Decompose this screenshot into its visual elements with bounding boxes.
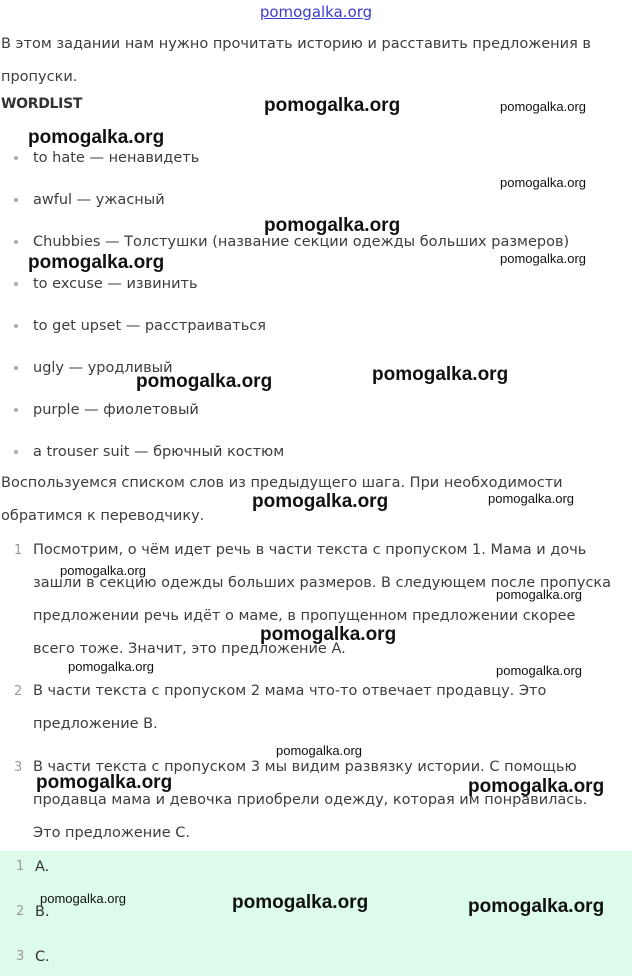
bullet-icon: [14, 282, 18, 286]
task-intro: В этом задании нам нужно прочитать историю и расставить предложения в пропуски.: [1, 36, 591, 85]
wordlist-title: WORDLIST: [1, 96, 83, 112]
wordlist-usage-note: Воспользуемся списком слов из предыдущего шага. При необходимости обратимся к переводчику.: [1, 475, 563, 524]
watermark: pomogalka.org: [252, 491, 389, 512]
watermark: pomogalka.org: [260, 624, 397, 645]
watermark: pomogalka.org: [488, 491, 574, 506]
bullet-icon: [14, 450, 18, 454]
watermark: pomogalka.org: [36, 772, 173, 793]
step-text: В части текста с пропуском 2 мама что-то отвечает продавцу. Это предложение B.: [33, 683, 547, 732]
answer-number: 1: [16, 859, 25, 874]
watermark: pomogalka.org: [500, 175, 586, 190]
watermark: pomogalka.org: [60, 563, 146, 578]
bullet-icon: [14, 366, 18, 370]
watermark: pomogalka.org: [264, 95, 401, 116]
watermark: pomogalka.org: [496, 587, 582, 602]
step-text: В части текста с пропуском 3 мы видим развязку истории. С помощью продавца мама и девочка приобрели одежду, которая им понравилась. Это предложение C.: [33, 759, 588, 841]
watermark: pomogalka.org: [264, 215, 401, 236]
watermark: pomogalka.org: [40, 891, 126, 906]
watermark: pomogalka.org: [136, 371, 273, 392]
step-text: Посмотрим, о чём идет речь в части текста с пропуском 1. Мама и дочь зашли в секцию одежды больших размеров. В следующем после пропуска предложении речь идёт о маме, в пропущенном предложении скорее всего тоже. Значит, это предложение A.: [33, 542, 612, 657]
answer-value: A.: [35, 859, 50, 875]
watermark: pomogalka.org: [276, 743, 362, 758]
step-number: 2: [14, 684, 23, 699]
watermark: pomogalka.org: [500, 99, 586, 114]
bullet-icon: [14, 156, 18, 160]
watermark: pomogalka.org: [372, 364, 509, 385]
bullet-icon: [14, 408, 18, 412]
watermark: pomogalka.org: [68, 659, 154, 674]
step-number: 1: [14, 543, 23, 558]
watermark: pomogalka.org: [232, 892, 369, 913]
watermark: pomogalka.org: [468, 896, 605, 917]
answer-value: B.: [35, 904, 50, 920]
bullet-icon: [14, 198, 18, 202]
watermark: pomogalka.org: [468, 776, 605, 797]
watermark: pomogalka.org: [28, 127, 165, 148]
watermark: pomogalka.org: [496, 663, 582, 678]
answer-value: C.: [35, 949, 50, 965]
watermark: pomogalka.org: [500, 251, 586, 266]
answer-number: 3: [16, 949, 25, 964]
site-header-link[interactable]: pomogalka.org: [259, 3, 373, 21]
bullet-icon: [14, 240, 18, 244]
bullet-icon: [14, 324, 18, 328]
step-number: 3: [14, 760, 23, 775]
watermark: pomogalka.org: [28, 252, 165, 273]
answer-number: 2: [16, 904, 25, 919]
